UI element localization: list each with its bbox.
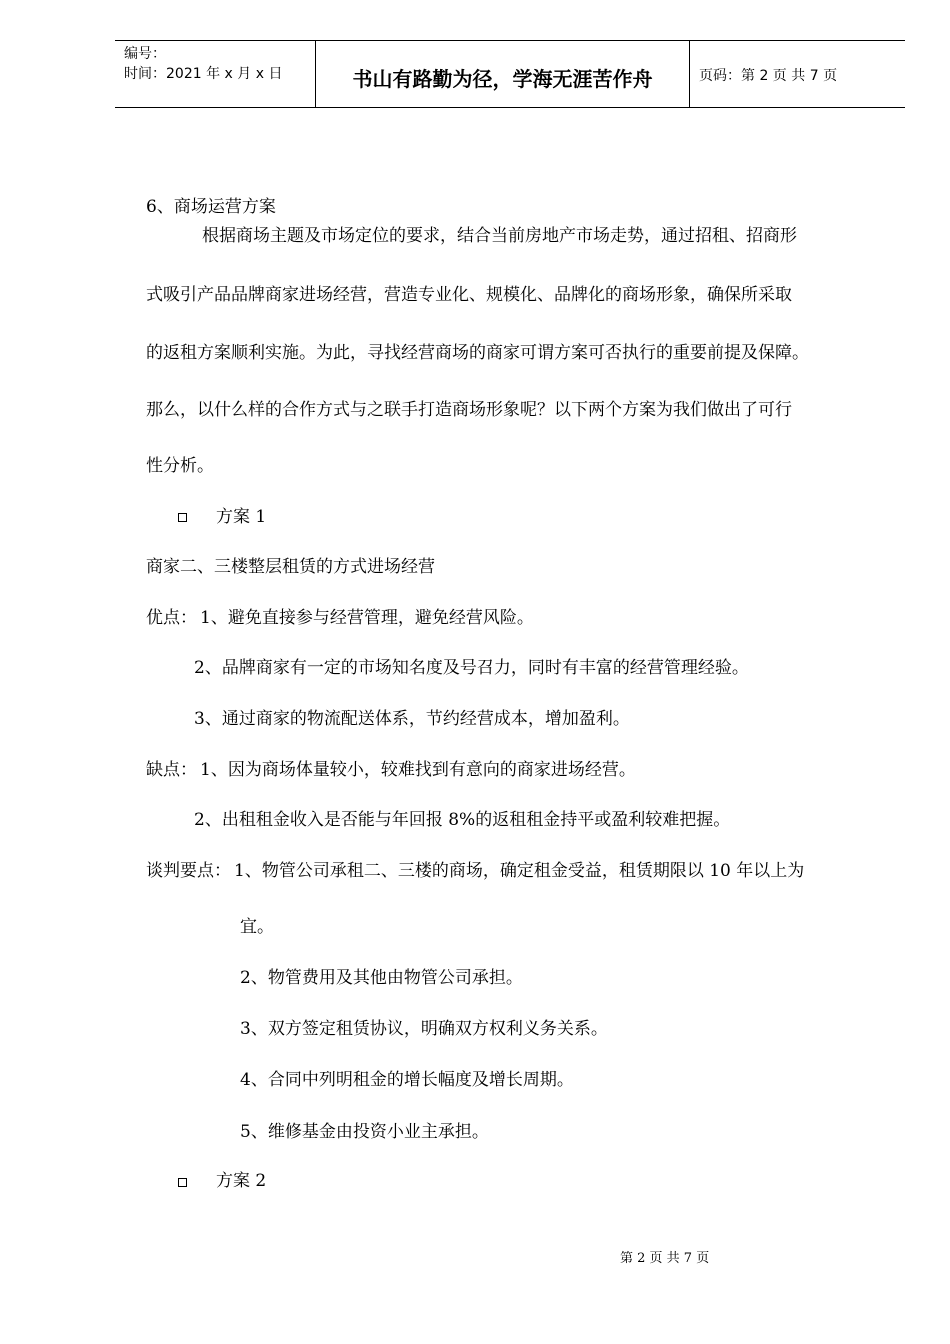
negotiation-point: 3、双方签定租赁协议，明确双方权利义务关系。 — [240, 1019, 608, 1039]
header-middle-cell — [316, 41, 690, 107]
intro-line: 的返租方案顺利实施。为此，寻找经营商场的商家可谓方案可否执行的重要前提及保障。 — [146, 343, 809, 363]
negotiation-point: 5、维修基金由投资小业主承担。 — [240, 1122, 489, 1142]
intro-line: 那么，以什么样的合作方式与之联手打造商场形象呢？以下两个方案为我们做出了可行 — [146, 400, 792, 420]
plan1-title: 方案 1 — [216, 507, 267, 527]
negotiation-point: 2、物管费用及其他由物管公司承担。 — [240, 968, 523, 988]
header-left-cell — [115, 41, 316, 107]
negotiation-point: 4、合同中列明租金的增长幅度及增长周期。 — [240, 1070, 574, 1090]
header-right-cell — [690, 41, 905, 107]
disadvantage-item: 1、因为商场体量较小，较难找到有意向的商家进场经营。 — [200, 760, 636, 780]
plan2-title: 方案 2 — [216, 1171, 267, 1191]
advantages-label: 优点： — [146, 608, 197, 628]
advantage-item: 1、避免直接参与经营管理，避免经营风险。 — [200, 608, 534, 628]
disadvantage-item: 2、出租租金收入是否能与年回报 8%的返租租金持平或盈利较难把握。 — [194, 810, 731, 830]
bullet-square-icon — [178, 1178, 187, 1187]
page-header — [115, 40, 905, 108]
plan1-method: 商家二、三楼整层租赁的方式进场经营 — [146, 557, 435, 577]
advantage-item: 2、品牌商家有一定的市场知名度及号召力，同时有丰富的经营管理经验。 — [194, 658, 749, 678]
intro-line: 根据商场主题及市场定位的要求，结合当前房地产市场走势，通过招租、招商形 — [202, 226, 797, 246]
negotiation-point: 1、物管公司承租二、三楼的商场，确定租金受益，租赁期限以 10 年以上为 — [234, 861, 805, 881]
header-motto: 书山有路勤为径，学海无涯苦作舟 — [352, 67, 653, 91]
header-page-info: 页码：第 2 页 共 7 页 — [699, 68, 838, 84]
bullet-square-icon — [178, 513, 187, 522]
intro-line: 性分析。 — [146, 456, 214, 476]
intro-line: 式吸引产品品牌商家进场经营，营造专业化、规模化、品牌化的商场形象，确保所采取 — [146, 285, 792, 305]
negotiation-point: 宜。 — [240, 917, 274, 937]
negotiation-label: 谈判要点： — [146, 861, 231, 881]
advantage-item: 3、通过商家的物流配送体系，节约经营成本，增加盈利。 — [194, 709, 630, 729]
section-title: 6、商场运营方案 — [146, 197, 276, 217]
serial-label: 编号： — [124, 46, 166, 62]
date-label: 时间：2021 年 x 月 x 日 — [124, 66, 283, 82]
page-footer: 第 2 页 共 7 页 — [620, 1251, 710, 1266]
disadvantages-label: 缺点： — [146, 760, 197, 780]
